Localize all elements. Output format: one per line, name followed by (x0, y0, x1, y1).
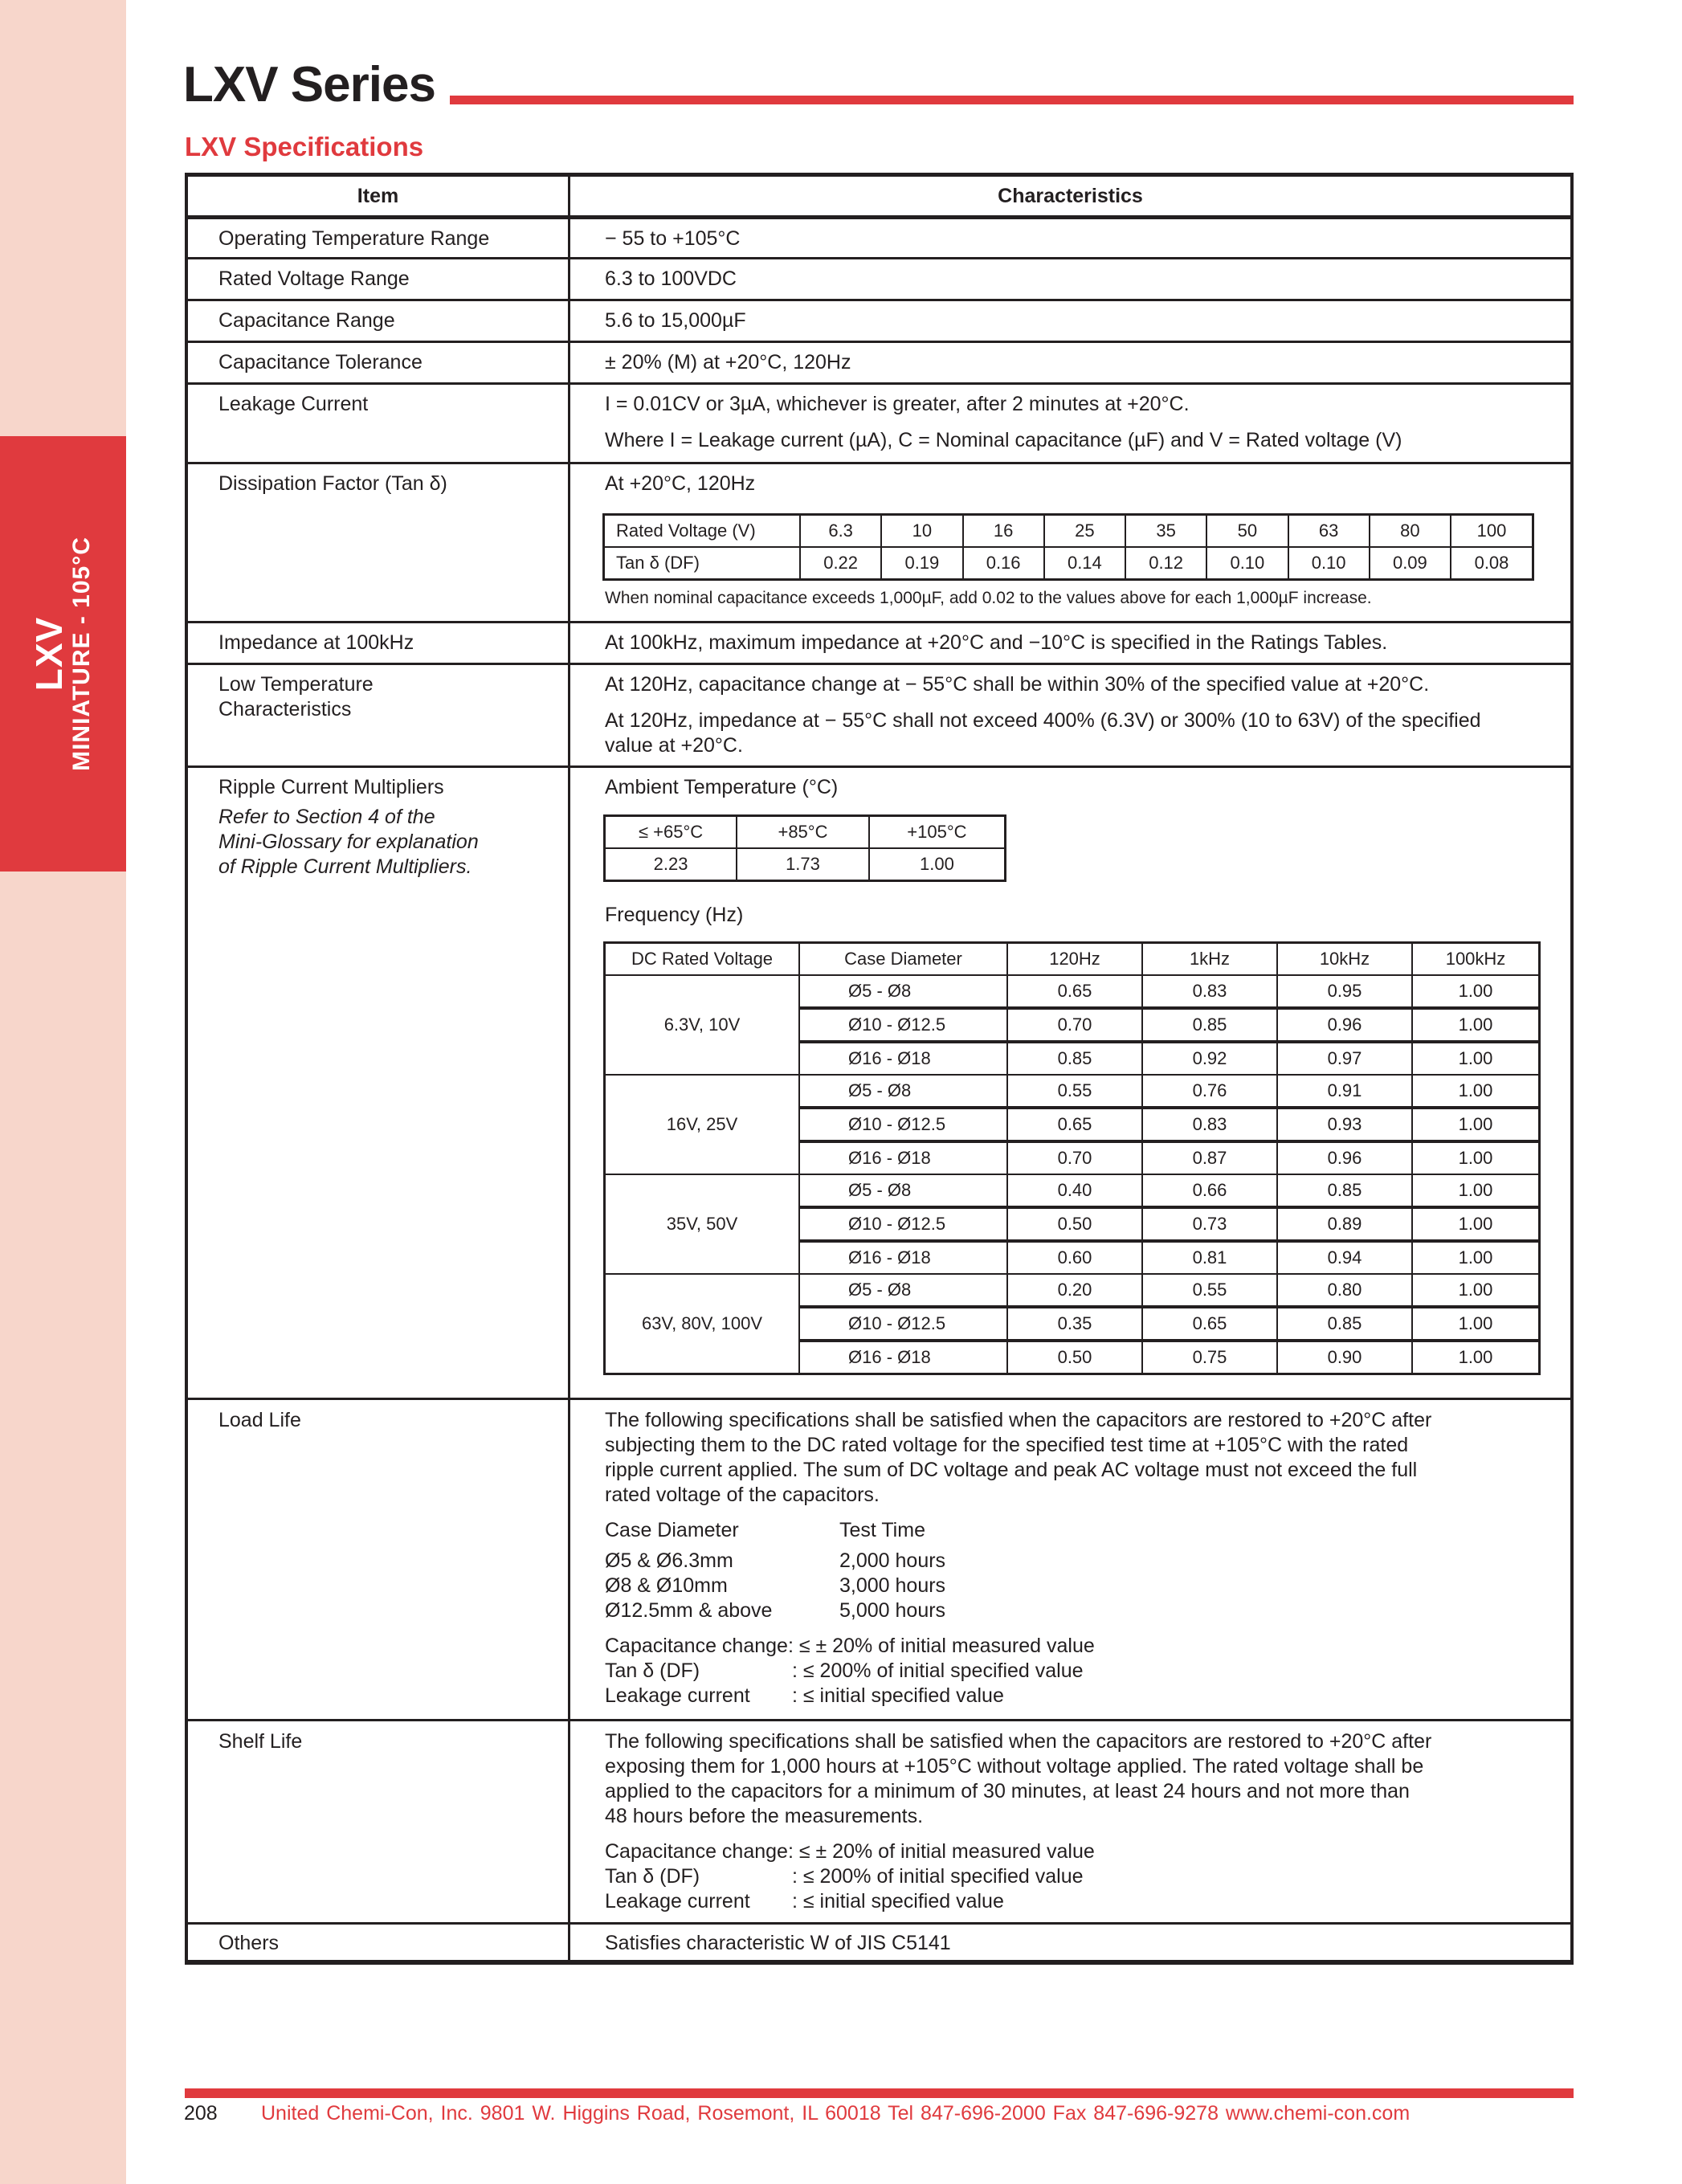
leakage-formula: I = 0.01CV or 3µA, whichever is greater, after 2 minutes at +20°C. (605, 393, 1190, 415)
load-life-text: subjecting them to the DC rated voltage for the specified test time at +105°C with the rated (605, 1434, 1409, 1456)
criteria-value: : ≤ initial specified value (792, 1684, 1004, 1707)
df-value: 0.10 (1288, 547, 1370, 580)
freq-header: DC Rated Voltage (605, 943, 800, 976)
load-life-text: The following specifications shall be satisfied when the capacitors are restored to +20°C after (605, 1409, 1432, 1431)
freq-value: 0.95 (1277, 975, 1412, 1008)
freq-voltage-group: 6.3V, 10V (605, 975, 800, 1075)
test-time: 3,000 hours (839, 1574, 946, 1597)
freq-case: Ø10 - Ø12.5 (799, 1307, 1007, 1341)
freq-case: Ø5 - Ø8 (799, 1274, 1007, 1307)
section-tab-title: LXV (28, 616, 70, 692)
item-value (605, 1729, 1545, 1914)
load-life-text: rated voltage of the capacitors. (605, 1484, 880, 1506)
item-label (218, 775, 556, 880)
df-voltage: 6.3 (800, 515, 881, 548)
freq-value: 0.65 (1142, 1307, 1277, 1341)
test-time: 5,000 hours (839, 1599, 946, 1622)
criteria-row (605, 1634, 1545, 1659)
freq-header: 120Hz (1007, 943, 1142, 976)
header-item: Item (357, 185, 399, 207)
test-row (605, 1598, 1545, 1623)
item-label: Rated Voltage Range (218, 267, 410, 290)
leakage-definition: Where I = Leakage current (µA), C = Nominal capacitance (µF) and V = Rated voltage (V) (605, 429, 1402, 451)
title-rule (450, 96, 1574, 104)
test-time: 2,000 hours (839, 1549, 946, 1572)
item-value: Satisfies characteristic W of JIS C5141 (605, 1932, 951, 1954)
frequency-label: Frequency (Hz) (605, 904, 744, 926)
df-voltage: 80 (1370, 515, 1451, 548)
freq-case: Ø16 - Ø18 (799, 1341, 1007, 1374)
ambient-temp-table (603, 814, 1006, 882)
item-label: Capacitance Range (218, 309, 395, 332)
freq-header: 1kHz (1142, 943, 1277, 976)
freq-value: 1.00 (1412, 1141, 1540, 1174)
freq-value: 1.00 (1412, 975, 1540, 1008)
item-label: Operating Temperature Range (218, 227, 490, 250)
item-label (218, 672, 556, 722)
page-number: 208 (184, 2102, 218, 2125)
row-shelf-life (188, 1719, 1570, 1922)
freq-header: Case Diameter (799, 943, 1007, 976)
ambient-header: +105°C (869, 816, 1006, 849)
freq-value: 1.00 (1412, 1341, 1540, 1374)
row-impedance (188, 621, 1570, 663)
section-tab (0, 436, 126, 872)
criteria-label: Leakage current (605, 1890, 750, 1913)
row-low-temperature (188, 663, 1570, 765)
item-label: Others (218, 1932, 280, 1954)
item-label: Impedance at 100kHz (218, 631, 414, 654)
page-subtitle: LXV Specifications (185, 132, 424, 161)
section-tab-subtitle: MINIATURE - 105°C (68, 537, 95, 771)
criteria-row (605, 1839, 1545, 1864)
freq-value: 1.00 (1412, 1108, 1540, 1141)
df-table (602, 513, 1534, 581)
freq-value: 1.00 (1412, 1008, 1540, 1042)
test-header-time: Test Time (839, 1519, 925, 1541)
freq-case: Ø10 - Ø12.5 (799, 1207, 1007, 1241)
freq-voltage-group: 35V, 50V (605, 1174, 800, 1274)
freq-value: 0.66 (1142, 1174, 1277, 1207)
frequency-table (603, 941, 1541, 1375)
freq-voltage-group: 16V, 25V (605, 1075, 800, 1174)
freq-case: Ø5 - Ø8 (799, 975, 1007, 1008)
section-tab-label (30, 537, 96, 771)
test-row (605, 1549, 1545, 1574)
freq-value: 0.85 (1142, 1008, 1277, 1042)
criteria-value: : ≤ 200% of initial specified value (792, 1865, 1084, 1888)
row-ripple-current (188, 765, 1570, 1398)
freq-value: 0.87 (1142, 1141, 1277, 1174)
freq-value: 0.76 (1142, 1075, 1277, 1108)
freq-value: 0.85 (1007, 1042, 1142, 1075)
ripple-note: of Ripple Current Multipliers. (218, 855, 472, 878)
test-case: Ø12.5mm & above (605, 1599, 773, 1622)
header-characteristics: Characteristics (998, 185, 1143, 207)
ambient-label: Ambient Temperature (°C) (605, 776, 839, 798)
df-value: 0.14 (1044, 547, 1125, 580)
freq-value: 1.00 (1412, 1307, 1540, 1341)
item-value: ± 20% (M) at +20°C, 120Hz (605, 351, 851, 374)
criteria-label: Capacitance change (605, 1635, 788, 1657)
test-case: Ø5 & Ø6.3mm (605, 1549, 733, 1572)
freq-value: 0.55 (1007, 1075, 1142, 1108)
item-value: − 55 to +105°C (605, 227, 741, 250)
shelf-life-text: 48 hours before the measurements. (605, 1805, 924, 1827)
freq-header: 100kHz (1412, 943, 1540, 976)
item-value: 6.3 to 100VDC (605, 267, 737, 290)
freq-value: 1.00 (1412, 1075, 1540, 1108)
freq-value: 0.70 (1007, 1141, 1142, 1174)
criteria-row (605, 1684, 1545, 1708)
df-voltage: 16 (963, 515, 1044, 548)
row-dissipation-factor (188, 462, 1570, 621)
row-capacitance-range (188, 299, 1570, 341)
item-value (605, 392, 1545, 453)
criteria-label: Capacitance change (605, 1840, 788, 1863)
item-label-line: Low Temperature (218, 673, 374, 696)
criteria-value: : ≤ initial specified value (792, 1890, 1004, 1913)
freq-header: 10kHz (1277, 943, 1412, 976)
freq-value: 0.92 (1142, 1042, 1277, 1075)
freq-value: 0.60 (1007, 1241, 1142, 1274)
df-value: 0.08 (1451, 547, 1533, 580)
item-label: Load Life (218, 1409, 301, 1431)
freq-value: 0.65 (1007, 975, 1142, 1008)
freq-value: 0.75 (1142, 1341, 1277, 1374)
criteria-row (605, 1864, 1545, 1889)
item-label-line: Characteristics (218, 698, 352, 721)
freq-value: 1.00 (1412, 1042, 1540, 1075)
criteria-label: Tan δ (DF) (605, 1865, 700, 1888)
freq-value: 0.96 (1277, 1008, 1412, 1042)
ripple-label: Ripple Current Multipliers (218, 776, 444, 798)
freq-value: 0.93 (1277, 1108, 1412, 1141)
row-capacitance-tolerance (188, 341, 1570, 382)
freq-case: Ø5 - Ø8 (799, 1174, 1007, 1207)
freq-value: 0.80 (1277, 1274, 1412, 1307)
page-title: LXV Series (183, 57, 435, 112)
freq-value: 0.94 (1277, 1241, 1412, 1274)
freq-value: 1.00 (1412, 1274, 1540, 1307)
freq-case: Ø16 - Ø18 (799, 1241, 1007, 1274)
ambient-value: 2.23 (605, 848, 737, 881)
company-address: United Chemi-Con, Inc. 9801 W. Higgins Road, Rosemont, IL 60018 Tel 847-696-2000 Fax 847-696-9278 www.chemi-con.com (261, 2102, 1411, 2125)
item-label: Leakage Current (218, 393, 369, 415)
freq-value: 0.73 (1142, 1207, 1277, 1241)
ambient-header: +85°C (737, 816, 869, 849)
freq-case: Ø5 - Ø8 (799, 1075, 1007, 1108)
df-value: 0.22 (800, 547, 881, 580)
row-operating-temp (188, 215, 1570, 257)
shelf-life-text: exposing them for 1,000 hours at +105°C without voltage applied. The rated voltage shall be (605, 1755, 1424, 1778)
test-case: Ø8 & Ø10mm (605, 1574, 728, 1597)
test-header-case: Case Diameter (605, 1519, 739, 1541)
df-voltage: 35 (1125, 515, 1206, 548)
df-voltage: 63 (1288, 515, 1370, 548)
item-label: Shelf Life (218, 1730, 303, 1753)
freq-value: 0.85 (1277, 1307, 1412, 1341)
ambient-value: 1.00 (869, 848, 1006, 881)
sidebar-band (0, 0, 126, 2184)
freq-value: 0.50 (1007, 1207, 1142, 1241)
shelf-life-text: applied to the capacitors for a minimum of 30 minutes, at least 24 hours and not more than (605, 1780, 1410, 1802)
spec-table (185, 173, 1574, 1965)
test-header (605, 1518, 1545, 1543)
df-value: 0.16 (963, 547, 1044, 580)
criteria-value: : ≤ ± 20% of initial measured value (787, 1840, 1095, 1863)
ambient-header: ≤ +65°C (605, 816, 737, 849)
item-value (605, 1408, 1545, 1708)
item-label: Dissipation Factor (Tan δ) (218, 472, 447, 495)
ambient-value: 1.73 (737, 848, 869, 881)
item-value: At 100kHz, maximum impedance at +20°C and −10°C is specified in the Ratings Tables. (605, 631, 1388, 654)
freq-voltage-group: 63V, 80V, 100V (605, 1274, 800, 1374)
df-row-label: Tan δ (DF) (604, 547, 801, 580)
item-value (605, 672, 1545, 758)
row-leakage-current (188, 382, 1570, 462)
criteria-label: Leakage current (605, 1684, 750, 1707)
ripple-note: Mini-Glossary for explanation (218, 831, 479, 853)
freq-value: 0.89 (1277, 1207, 1412, 1241)
criteria-row (605, 1659, 1545, 1684)
shelf-life-text: The following specifications shall be satisfied when the capacitors are restored to +20°C after (605, 1730, 1432, 1753)
freq-value: 0.91 (1277, 1075, 1412, 1108)
freq-value: 0.55 (1142, 1274, 1277, 1307)
load-life-text: ripple current applied. The sum of DC voltage and peak AC voltage must not exceed the full (605, 1459, 1418, 1481)
footer-rule (185, 2088, 1574, 2098)
item-label: Capacitance Tolerance (218, 351, 423, 374)
freq-value: 0.40 (1007, 1174, 1142, 1207)
freq-value: 0.83 (1142, 1108, 1277, 1141)
row-others (188, 1922, 1570, 1961)
low-temp-capacitance: At 120Hz, capacitance change at − 55°C shall be within 30% of the specified value at +20°C. (605, 673, 1430, 696)
df-voltage: 25 (1044, 515, 1125, 548)
low-temp-impedance: At 120Hz, impedance at − 55°C shall not exceed 400% (6.3V) or 300% (10 to 63V) of the specified value at +20°C. (605, 709, 1481, 757)
df-note: When nominal capacitance exceeds 1,000µF, add 0.02 to the values above for each 1,000µF increase. (605, 589, 1372, 607)
df-condition: At +20°C, 120Hz (605, 472, 756, 495)
df-value: 0.12 (1125, 547, 1206, 580)
freq-case: Ø16 - Ø18 (799, 1042, 1007, 1075)
freq-value: 0.97 (1277, 1042, 1412, 1075)
freq-value: 0.83 (1142, 975, 1277, 1008)
freq-value: 0.96 (1277, 1141, 1412, 1174)
df-voltage: 10 (881, 515, 962, 548)
row-load-life (188, 1398, 1570, 1719)
freq-value: 0.20 (1007, 1274, 1142, 1307)
freq-value: 0.35 (1007, 1307, 1142, 1341)
df-value: 0.10 (1206, 547, 1288, 580)
criteria-label: Tan δ (DF) (605, 1659, 700, 1682)
freq-value: 1.00 (1412, 1241, 1540, 1274)
freq-value: 1.00 (1412, 1174, 1540, 1207)
df-value: 0.09 (1370, 547, 1451, 580)
freq-case: Ø10 - Ø12.5 (799, 1108, 1007, 1141)
df-row-label: Rated Voltage (V) (604, 515, 801, 548)
ripple-note: Refer to Section 4 of the (218, 806, 435, 828)
criteria-value: : ≤ 200% of initial specified value (792, 1659, 1084, 1682)
freq-case: Ø10 - Ø12.5 (799, 1008, 1007, 1042)
freq-value: 0.90 (1277, 1341, 1412, 1374)
criteria-value: : ≤ ± 20% of initial measured value (787, 1635, 1095, 1657)
criteria-row (605, 1889, 1545, 1914)
freq-value: 0.81 (1142, 1241, 1277, 1274)
test-row (605, 1574, 1545, 1598)
df-voltage: 50 (1206, 515, 1288, 548)
df-value: 0.19 (881, 547, 962, 580)
row-rated-voltage (188, 257, 1570, 299)
freq-case: Ø16 - Ø18 (799, 1141, 1007, 1174)
df-voltage: 100 (1451, 515, 1533, 548)
column-divider (568, 177, 570, 1960)
freq-value: 0.85 (1277, 1174, 1412, 1207)
freq-value: 0.65 (1007, 1108, 1142, 1141)
freq-value: 0.70 (1007, 1008, 1142, 1042)
freq-value: 1.00 (1412, 1207, 1540, 1241)
freq-value: 0.50 (1007, 1341, 1142, 1374)
item-value: 5.6 to 15,000µF (605, 309, 746, 332)
